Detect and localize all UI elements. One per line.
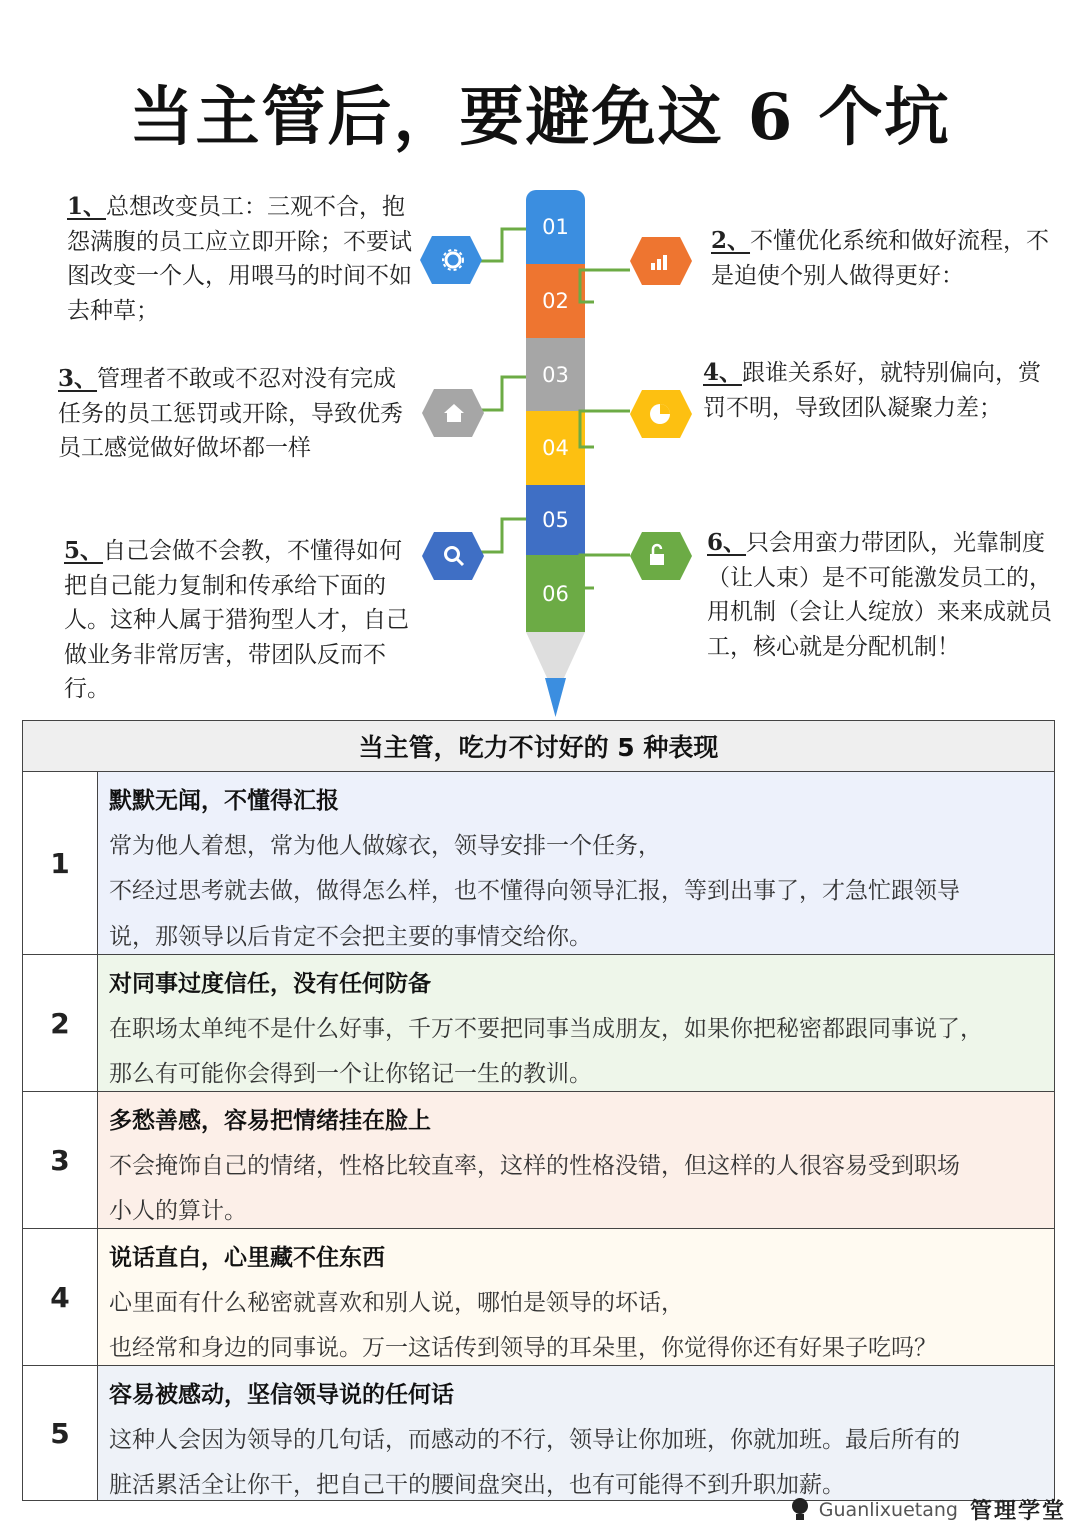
row-content [98,1366,1054,1500]
row-line: 在职场太单纯不是什么好事，千万不要把同事当成朋友，如果你把秘密都跟同事说了， [109,1015,983,1042]
table-row [23,1092,1054,1229]
home-icon [422,389,484,437]
pie-chart-icon [630,390,692,438]
row-line: 那么有可能你会得到一个让你铭记一生的教训。 [109,1061,592,1087]
connector-lines [470,215,650,605]
page-title: 当主管后，要避免这 6 个坑 [129,80,951,155]
pencil-segment-03: 03 [526,338,585,411]
row-line: 不经过思考就去做，做得怎么样，也不懂得向领导汇报，等到出事了，才急忙跟领导 [109,878,960,904]
pitfall-3: 3、管理者不敢或不忍对没有完成任务的员工惩罚或开除，导致优秀员工感觉做好做坏都一样 [58,365,403,461]
table-row [23,1229,1054,1366]
pitfall-4: 4、跟谁关系好，就特别偏向，赏罚不明，导致团队凝聚力差； [703,359,1042,421]
row-heading: 容易被感动，坚信领导说的任何话 [109,1381,454,1408]
lock-icon [630,532,692,580]
row-heading: 默默无闻，不懂得汇报 [109,787,339,814]
table-title: 当主管，吃力不讨好的 5 种表现 [23,721,1054,772]
row-line: 这种人会因为领导的几句话，而感动的不行，领导让你加班，你就加班。最后所有的 [109,1426,960,1453]
row-heading: 对同事过度信任，没有任何防备 [109,970,431,997]
table-row [23,1366,1054,1500]
pitfall-6: 6、只会用蛮力带团队，光靠制度（让人束）是不可能激发员工的，用机制（会让人绽放）来来成就员工，核心就是分配机制！ [707,529,1052,660]
row-line: 心里面有什么秘密就喜欢和别人说，哪怕是领导的坏话， [109,1289,684,1316]
footer-brand [789,1494,1066,1525]
row-index: 5 [23,1366,98,1500]
row-line: 小人的算计。 [109,1198,247,1224]
bar-chart-icon [630,237,692,285]
row-line: 说，那领导以后肯定不会把主要的事情交给你。 [109,923,592,950]
behaviors-table [22,720,1055,1501]
brand-name-cn: 管理学堂 [969,1498,1066,1524]
row-line: 脏活累活全让你干，把自己干的腰间盘突出，也有可能得不到升职加薪。 [109,1472,845,1498]
row-index: 4 [23,1229,98,1365]
table-row [23,772,1054,955]
row-line: 也经常和身边的同事说。万一这话传到领导的耳朵里，你觉得你还有好果子吃吗？ [109,1335,937,1361]
pitfall-2: 2、不懂优化系统和做好流程，不是迫使个别人做得更好： [711,227,1050,289]
row-content [98,955,1054,1091]
row-heading: 多愁善感，容易把情绪挂在脸上 [109,1107,431,1134]
row-index: 3 [23,1092,98,1228]
pitfall-5: 5、自己会做不会教，不懂得如何把自己能力复制和传承给下面的人。这种人属于猎狗型人才，自己做业务非常厉害，带团队反而不行。 [64,537,409,702]
pitfall-1: 1、总想改变员工：三观不合，抱怨满腹的员工应立即开除；不要试图改变一个人，用喂马的时间不如去种草； [67,193,412,324]
row-index: 2 [23,955,98,1091]
row-content [98,772,1054,954]
search-icon [422,532,484,580]
row-heading: 说话直白，心里藏不住东西 [109,1244,385,1271]
row-line: 常为他人着想，常为他人做嫁衣，领导安排一个任务， [109,832,661,859]
pencil-segment-02: 02 [526,264,585,338]
brand-name: Guanlixuetang [818,1498,958,1521]
row-content [98,1229,1054,1365]
row-index: 1 [23,772,98,954]
row-content [98,1092,1054,1228]
row-line: 不会掩饰自己的情绪，性格比较直率，这样的性格没错，但这样的人很容易受到职场 [109,1152,960,1179]
lightbulb-icon [789,1496,811,1524]
pencil-segment-05: 05 [526,485,585,555]
table-row [23,955,1054,1092]
pencil-segment-06: 06 [526,555,585,632]
pencil-segment-04: 04 [526,411,585,485]
pencil-tip [526,632,585,717]
gear-icon [420,236,482,284]
pencil-segment-01: 01 [526,190,585,264]
